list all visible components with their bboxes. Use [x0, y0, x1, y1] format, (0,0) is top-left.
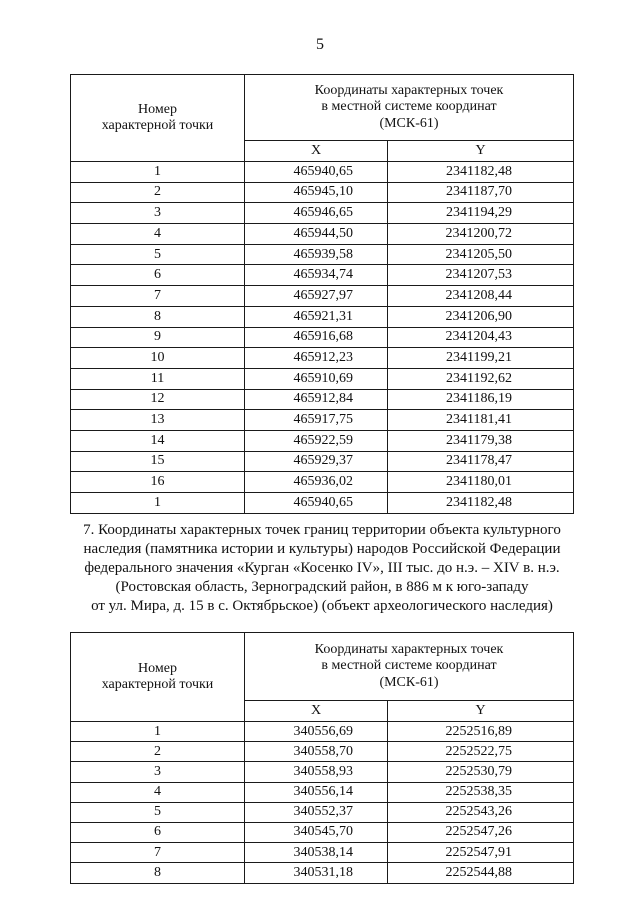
y-value: 2341204,43: [388, 327, 574, 348]
point-number: 4: [71, 782, 245, 802]
y-column-header: Y: [388, 141, 574, 162]
point-number: 14: [71, 430, 245, 451]
section-7-line: федерального значения «Курган «Косенко IV», III тыс. до н.э. – XIV в. н.э.: [84, 560, 560, 576]
x-value: 465940,65: [245, 493, 388, 514]
y-value: 2252547,26: [388, 822, 574, 842]
x-value: 465912,84: [245, 389, 388, 410]
table-row: [71, 203, 574, 224]
point-number: 12: [71, 389, 245, 410]
point-number: 3: [71, 762, 245, 782]
y-value: 2341186,19: [388, 389, 574, 410]
table-row: [71, 863, 574, 883]
table-row: [71, 265, 574, 286]
y-value: 2252522,75: [388, 742, 574, 762]
y-value: 2252530,79: [388, 762, 574, 782]
x-value: 465940,65: [245, 162, 388, 183]
table-row: [71, 430, 574, 451]
x-value: 340558,93: [245, 762, 388, 782]
x-value: 465939,58: [245, 244, 388, 265]
point-number: 4: [71, 224, 245, 245]
point-number: 2: [71, 742, 245, 762]
table-row: [71, 822, 574, 842]
section-7-line: наследия (памятника истории и культуры) народов Российской Федерации: [83, 541, 561, 557]
coordinates-header: [245, 633, 574, 701]
x-value: 340552,37: [245, 802, 388, 822]
y-value: 2252544,88: [388, 863, 574, 883]
page-number: 5: [316, 36, 324, 53]
table-row: [71, 389, 574, 410]
coordinates-table-1: [70, 74, 574, 514]
table-row: [71, 802, 574, 822]
table-row: [71, 843, 574, 863]
table-row: [71, 493, 574, 514]
x-value: 465916,68: [245, 327, 388, 348]
point-number: 10: [71, 348, 245, 369]
point-number: 7: [71, 286, 245, 307]
table-row: [71, 722, 574, 742]
x-value: 465934,74: [245, 265, 388, 286]
point-number: 8: [71, 306, 245, 327]
coordinates-header-line3: (МСК-61): [379, 674, 439, 690]
table-row: [71, 327, 574, 348]
y-value: 2252543,26: [388, 802, 574, 822]
point-number: 11: [71, 368, 245, 389]
coordinates-header-line2: в местной системе координат: [321, 99, 497, 115]
table-row: [71, 244, 574, 265]
table-row: [71, 182, 574, 203]
coordinates-header-line2: в местной системе координат: [321, 658, 497, 674]
point-number: 1: [71, 493, 245, 514]
point-number: 1: [71, 162, 245, 183]
table-row: [71, 368, 574, 389]
y-value: 2341194,29: [388, 203, 574, 224]
y-value: 2341200,72: [388, 224, 574, 245]
y-value: 2341182,48: [388, 162, 574, 183]
table-row: [71, 224, 574, 245]
y-value: 2341205,50: [388, 244, 574, 265]
point-number: 5: [71, 802, 245, 822]
point-number: 5: [71, 244, 245, 265]
table-row: [71, 742, 574, 762]
x-value: 465929,37: [245, 451, 388, 472]
table-row: [71, 348, 574, 369]
x-value: 465945,10: [245, 182, 388, 203]
point-number: 3: [71, 203, 245, 224]
point-number-header: [71, 633, 245, 722]
x-value: 340556,69: [245, 722, 388, 742]
table-row: [71, 410, 574, 431]
point-number-header-line1: Номер: [138, 101, 177, 117]
x-value: 465927,97: [245, 286, 388, 307]
section-7-line: 7. Координаты характерных точек границ территории объекта культурного: [83, 522, 561, 538]
point-number: 9: [71, 327, 245, 348]
point-number: 8: [71, 863, 245, 883]
table-row: [71, 306, 574, 327]
y-value: 2341179,38: [388, 430, 574, 451]
table-row: [71, 451, 574, 472]
y-value: 2341178,47: [388, 451, 574, 472]
y-value: 2341199,21: [388, 348, 574, 369]
table-row: [71, 286, 574, 307]
point-number: 16: [71, 472, 245, 493]
x-value: 340538,14: [245, 843, 388, 863]
y-value: 2341206,90: [388, 306, 574, 327]
coordinates-header-line3: (МСК-61): [379, 115, 439, 131]
point-number: 13: [71, 410, 245, 431]
y-value: 2341187,70: [388, 182, 574, 203]
section-7-line: (Ростовская область, Зерноградский район, в 886 м к юго-западу: [115, 579, 529, 595]
point-number-header-line2: характерной точки: [101, 118, 214, 133]
x-column-header: X: [245, 141, 388, 162]
x-value: 340531,18: [245, 863, 388, 883]
coordinates-header-line1: Координаты характерных точек: [314, 83, 504, 99]
point-number: 2: [71, 182, 245, 203]
point-number: 6: [71, 822, 245, 842]
table-row: [71, 762, 574, 782]
y-column-header: Y: [388, 701, 574, 722]
y-value: 2341207,53: [388, 265, 574, 286]
y-value: 2341181,41: [388, 410, 574, 431]
x-value: 340556,14: [245, 782, 388, 802]
x-value: 465910,69: [245, 368, 388, 389]
x-value: 340545,70: [245, 822, 388, 842]
x-value: 465917,75: [245, 410, 388, 431]
coordinates-header: [245, 75, 574, 141]
point-number-header: [71, 75, 245, 162]
y-value: 2341208,44: [388, 286, 574, 307]
y-value: 2252538,35: [388, 782, 574, 802]
table-row: [71, 782, 574, 802]
x-value: 465921,31: [245, 306, 388, 327]
y-value: 2341182,48: [388, 493, 574, 514]
coordinates-header-line1: Координаты характерных точек: [314, 642, 504, 658]
point-number: 15: [71, 451, 245, 472]
point-number-header-line1: Номер: [138, 660, 177, 676]
point-number: 1: [71, 722, 245, 742]
y-value: 2252516,89: [388, 722, 574, 742]
table-row: [71, 162, 574, 183]
coordinates-table-2: [70, 632, 574, 884]
table-row: [71, 472, 574, 493]
x-value: 465936,02: [245, 472, 388, 493]
x-value: 340558,70: [245, 742, 388, 762]
section-7-description: [62, 521, 582, 616]
x-value: 465912,23: [245, 348, 388, 369]
point-number-header-line2: характерной точки: [101, 677, 214, 692]
x-value: 465946,65: [245, 203, 388, 224]
section-7-line: от ул. Мира, д. 15 в с. Октябрьское) (объект археологического наследия): [91, 598, 553, 614]
point-number: 7: [71, 843, 245, 863]
x-value: 465922,59: [245, 430, 388, 451]
y-value: 2252547,91: [388, 843, 574, 863]
y-value: 2341192,62: [388, 368, 574, 389]
y-value: 2341180,01: [388, 472, 574, 493]
point-number: 6: [71, 265, 245, 286]
x-value: 465944,50: [245, 224, 388, 245]
x-column-header: X: [245, 701, 388, 722]
